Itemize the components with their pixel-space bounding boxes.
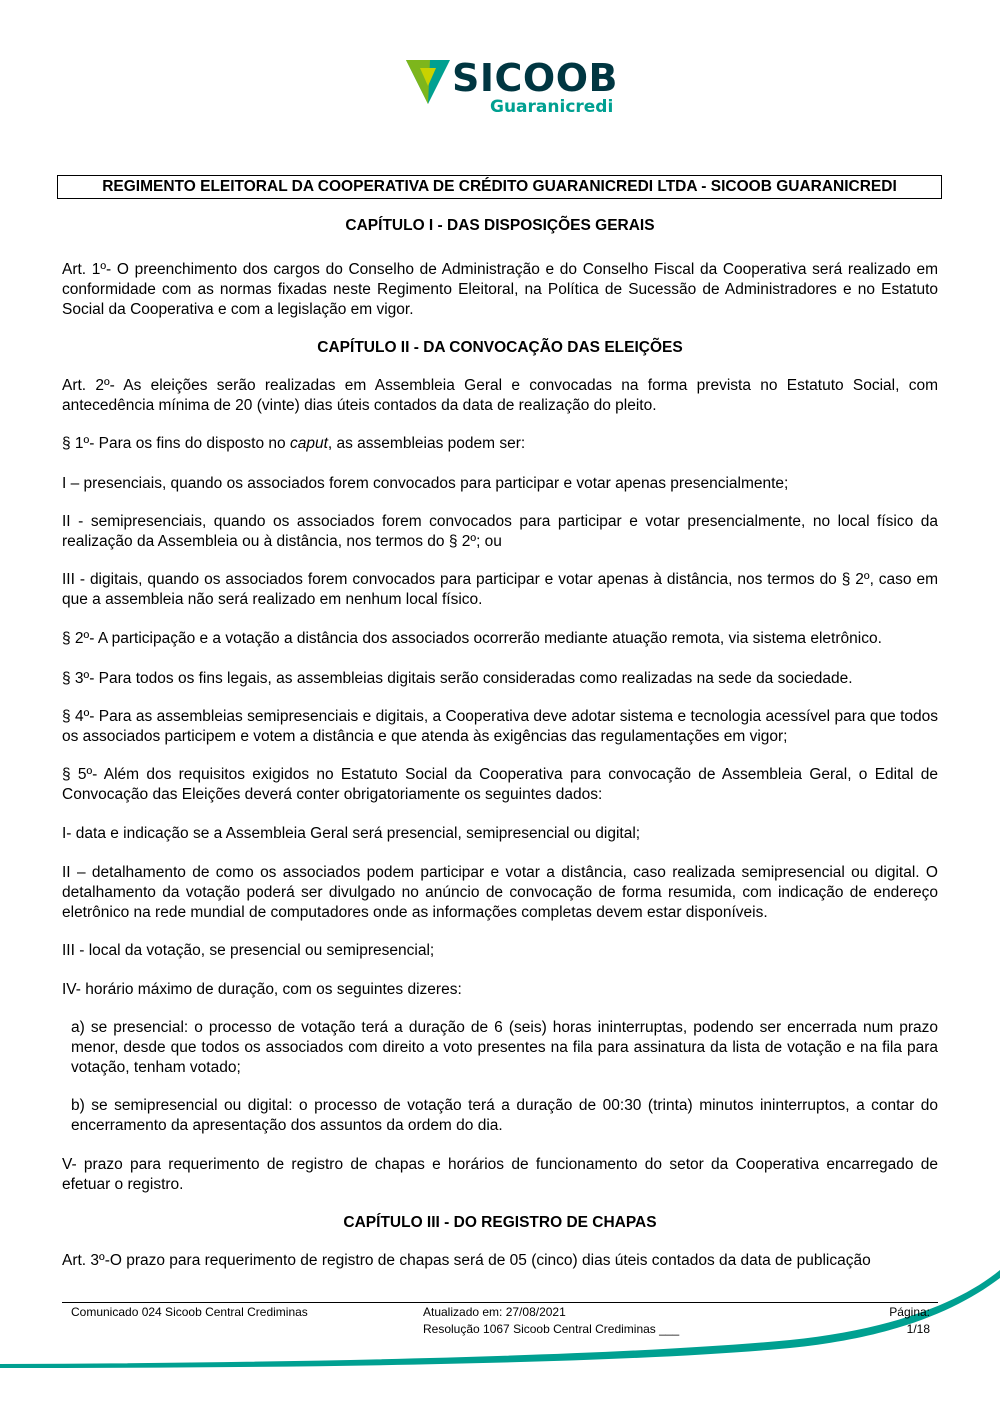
logo-brand-text: SICOOB [452, 56, 618, 100]
item-1: I – presenciais, quando os associados forem convocados para participar e votar apenas presencialmente; [62, 475, 789, 492]
sicoob-v-icon [404, 58, 452, 106]
paragraph-3: § 3º- Para todos os fins legais, as assembleias digitais serão consideradas como realizadas na sede da sociedade. [62, 670, 853, 687]
paragraph-2: § 2º- A participação e a votação a distância dos associados ocorrerão mediante atuação remota, via sistema eletrônico. [62, 630, 882, 647]
chapter-3-heading: CAPÍTULO III - DO REGISTRO DE CHAPAS [343, 1214, 657, 1231]
footer-divider [62, 1302, 938, 1303]
footer-updated: Atualizado em: 27/08/2021 [423, 1305, 566, 1319]
item-2: II - semipresenciais, quando os associados forem convocados para participar e votar presencialmente, no local físico da realização da Assembleia ou à distância, nos termos do § 2º; ou [62, 513, 938, 550]
edital-item-2: II – detalhamento de como os associados podem participar e votar a distância, caso realizada semipresencial ou digital. O detalhamento da votação poderá ser divulgado no anúncio de convocação de forma resumida, com indicação de endereço eletrônico na rede mundial de computadores onde as informações completas devem estar disponíveis. [62, 864, 938, 921]
chapter-2-heading: CAPÍTULO II - DA CONVOCAÇÃO DAS ELEIÇÕES [317, 339, 683, 356]
footer-page-label: Página: [889, 1305, 930, 1319]
edital-item-1: I- data e indicação se a Assembleia Geral será presencial, semipresencial ou digital; [62, 825, 641, 842]
article-1: Art. 1º- O preenchimento dos cargos do Conselho de Administração e do Conselho Fiscal da Cooperativa será realizado em conformidade com as normas fixadas neste Regimento Eleitoral, na Política de Sucessão de Administradores e no Estatuto Social da Cooperativa e com a legislação em vigor. [62, 261, 938, 318]
footer-left: Comunicado 024 Sicoob Central Crediminas [71, 1305, 308, 1319]
paragraph-5: § 5º- Além dos requisitos exigidos no Estatuto Social da Cooperativa para convocação de Assembleia Geral, o Edital de Convocação das Eleições deverá conter obrigatoriamente os seguintes dados: [62, 766, 938, 803]
document-body [62, 216, 938, 1271]
item-3: III - digitais, quando os associados forem convocados para participar e votar apenas à distância, nos termos do § 2º, caso em que a assembleia não será realizado em nenhum local físico. [62, 571, 938, 608]
footer-resolution: Resolução 1067 Sicoob Central Crediminas ___ [423, 1322, 680, 1336]
document-title: REGIMENTO ELEITORAL DA COOPERATIVA DE CRÉDITO GUARANICREDI LTDA - SICOOB GUARANICREDI [57, 175, 942, 199]
logo-subtitle: Guaranicredi [490, 97, 614, 117]
sicoob-logo [404, 56, 618, 122]
caput-term: caput [289, 435, 328, 452]
article-2: Art. 2º- As eleições serão realizadas em Assembleia Geral e convocadas na forma prevista no Estatuto Social, com antecedência mínima de 20 (vinte) dias úteis contados da data de realização do pleito. [62, 377, 938, 414]
chapter-1-heading: CAPÍTULO I - DAS DISPOSIÇÕES GERAIS [345, 217, 655, 234]
edital-item-5: V- prazo para requerimento de registro de chapas e horários de funcionamento do setor da Cooperativa encarregado de efetuar o registro. [62, 1156, 938, 1193]
edital-item-4: IV- horário máximo de duração, com os seguintes dizeres: [62, 981, 462, 998]
paragraph-4: § 4º- Para as assembleias semipresenciais e digitais, a Cooperativa deve adotar sistema e tecnologia acessível para que todos os associados participem e votem a distância e que atenda às exigências das regulamentações em vigor; [62, 708, 938, 745]
article-3: Art. 3º-O prazo para requerimento de registro de chapas será de 05 (cinco) dias úteis contados da data de publicação [62, 1252, 871, 1269]
edital-item-4a: a) se presencial: o processo de votação terá a duração de 6 (seis) horas ininterruptas, podendo ser encerrada num prazo menor, desde que todos os associados com direito a voto presentes na fila para assinatura da lista de votação e na fila para votação, tenham votado; [71, 1019, 938, 1076]
paragraph-1: § 1º- Para os fins do disposto no caput, as assembleias podem ser: [62, 435, 526, 452]
edital-item-3: III - local da votação, se presencial ou semipresencial; [62, 942, 435, 959]
edital-item-4b: b) se semipresencial ou digital: o processo de votação terá a duração de 00:30 (trinta) minutos ininterruptos, a contar do encerramento da apresentação dos assuntos da ordem do dia. [71, 1097, 938, 1134]
footer-page-number: 1/18 [906, 1322, 930, 1336]
